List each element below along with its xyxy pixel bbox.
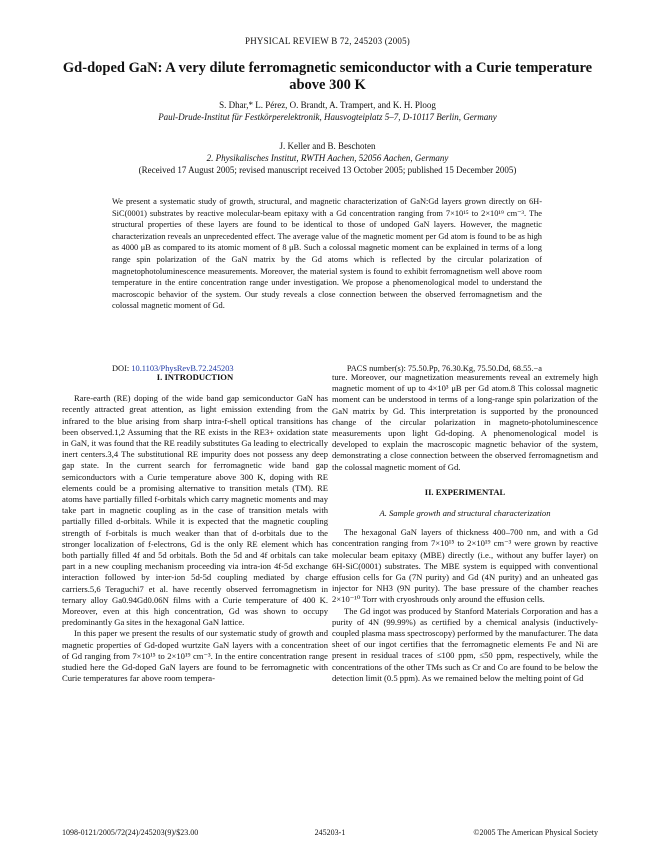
intro-paragraph-2: In this paper we present the results of our systematic study of growth and magnetic properties of Gd-doped wurtzite GaN layers with a concentration of Gd ranging from 7×10¹⁵ to 2×10¹⁹ cm⁻³. In the entire concentration range studied here the Gd-doped GaN layers are found to be ferromagnetic with Curie temperatures far above room tempera- [62, 628, 328, 684]
footer-issn: 1098-0121/2005/72(24)/245203(9)/$23.00 [62, 828, 199, 837]
author-list-1: S. Dhar,* L. Pérez, O. Brandt, A. Trampert, and K. H. Ploog [219, 100, 436, 110]
experimental-paragraph-1: The hexagonal GaN layers of thickness 400–700 nm, and with a Gd concentration ranging from 7×10¹⁵ to 2×10¹⁹ cm⁻³ were grown by reactive molecular beam epitaxy (MBE) directly (i.e., without any buffer layer) on 6H-SiC(0001) substrates. The MBE system is equipped with conventional effusion cells for Ga (7N purity) and Gd (4N purity) and an unheated gas injector for NH3 (9N purity). The base pressure of the chamber reaches 2×10⁻¹⁰ Torr with cryoshrouds only around the effusion cells. [332, 527, 598, 605]
doi-link[interactable]: 10.1103/PhysRevB.72.245203 [131, 364, 234, 373]
doi-label: DOI: [112, 364, 132, 373]
section-heading-introduction: I. INTRODUCTION [156, 372, 234, 382]
affiliation-2: 2. Physikalisches Institut, RWTH Aachen, 52056 Aachen, Germany [206, 153, 449, 163]
received-dates: (Received 17 August 2005; revised manuscript received 13 October 2005; published 15 December 2005) [138, 165, 517, 175]
experimental-paragraph-2: The Gd ingot was produced by Stanford Materials Corporation and has a purity of 4N (99.99%) as certified by a chemical analysis (inductively-coupled plasma mass spectroscopy) performed by the manufacturer. The data sheet of our ingot certifies that the ferromagnetic elements Fe and Ni are present in residual traces of ≤100 ppm, ≤50 ppm, respectively, while the concentrations of the other TMs such as Cr and Co are found to be below the detection limit (0.5 ppm). As we remained below the melting point of Gd [332, 605, 598, 683]
running-head: PHYSICAL REVIEW B 72, 245203 (2005) [245, 36, 410, 46]
pacs-numbers: PACS number(s): 75.50.Pp, 76.30.Kg, 75.50.Dd, 68.55.−a [346, 364, 542, 373]
author-list-2: J. Keller and B. Beschoten [279, 141, 376, 151]
abstract: We present a systematic study of growth, structural, and magnetic characterization of GaN:Gd layers grown directly on 6H-SiC(0001) substrates by reactive molecular-beam epitaxy with a Gd concentration ranging from 7×10¹⁵ to 2×10¹⁹ cm⁻³. The structural properties of these layers are found to be identical to those of undoped GaN layers. However, the magnetic characterization reveals an unprecedented effect. The average value of the magnetic moment per Gd atom is found to be as high as 4000 μB as compared to its atomic moment of 8 μB. Such a colossal magnetic moment can be explained in terms of a long range spin polarization of the GaN matrix by the Gd atoms which is reflected by the circular polarization of magnetophotoluminescence measurements. Moreover, the material system is found to exhibit ferromagnetism well above room temperature in the entire concentration range under investigation. We propose a phenomenological model to understand the macroscopic behavior of the system. Our study reveals a close connection between the observed ferromagnetism and the colossal magnetic moment of Gd. [112, 197, 542, 311]
section-heading-experimental: II. EXPERIMENTAL [424, 486, 506, 497]
left-column [62, 372, 328, 684]
footer-page-number: 245203-1 [314, 828, 346, 837]
paper-title: Gd-doped GaN: A very dilute ferromagnetic semiconductor with a Curie temperature above 300 K [62, 60, 593, 93]
subsection-heading-sample-growth: A. Sample growth and structural characterization [379, 508, 551, 519]
intro-paragraph-1: Rare-earth (RE) doping of the wide band gap semiconductor GaN has recently attracted great attention, as light emission extending from the infrared to the blue arising from sharp intra-f-shell optical transitions has been observed.1,2 Assuming that the RE exists in the RE3+ oxidation state in GaN, it was found that the RE readily substitutes Ga leading to electrically inert centers.3,4 The substitutional RE impurity does not possess any deep gap state. In the current search for ferromagnetic wide band gap semiconductors with a Curie temperature above 300 K, doping with RE elements could be a promising alternative to transition metals (TM). RE atoms have partially filled f-orbitals which carry magnetic moments and may take part in magnetic coupling as in the case of transition metals with partially filled d-orbitals. While it is expected that the magnetic coupling strength of f-orbitals is much weaker than that of d-orbitals due to the stronger localization of f-electrons, Gd is the only RE element which has both partially filled 4f and 5d orbitals. Both the 5d and 4f orbitals can take part in a new coupling mechanism proceeding via intra-ion 4f-5d exchange interaction followed by inter-ion 5d-5d coupling mediated by charge carriers.5,6 Teraguchi7 et al. have recently observed ferromagnetism in ternary alloy Ga0.94Gd0.06N films with a Curie temperature of 400 K. Moreover, even at this high concentration, Gd was shown to occupy predominantly Ga sites in the hexagonal GaN lattice. [62, 393, 328, 628]
intro-paragraph-continued: ture. Moreover, our magnetization measurements reveal an extremely high magnetic moment of up to 4×10³ μB per Gd atom.8 This colossal magnetic moment can be understood in terms of a long-range spin polarization of the GaN matrix by Gd. This interpretation is supported by the pronounced change of the circular polarization in magneto-photoluminescence measurements upon light Gd-doping. A phenomenological model is developed to explain the macroscopic magnetic behavior of the system, demonstrating a close connection between the observed ferromagnetism and the colossal magnetic moment of Gd. [332, 372, 598, 472]
affiliation-1: Paul-Drude-Institut für Festkörperelektronik, Hausvogteiplatz 5–7, D-10117 Berlin, Germany [158, 112, 497, 122]
right-column [332, 372, 598, 684]
footer-copyright: ©2005 The American Physical Society [473, 828, 598, 837]
